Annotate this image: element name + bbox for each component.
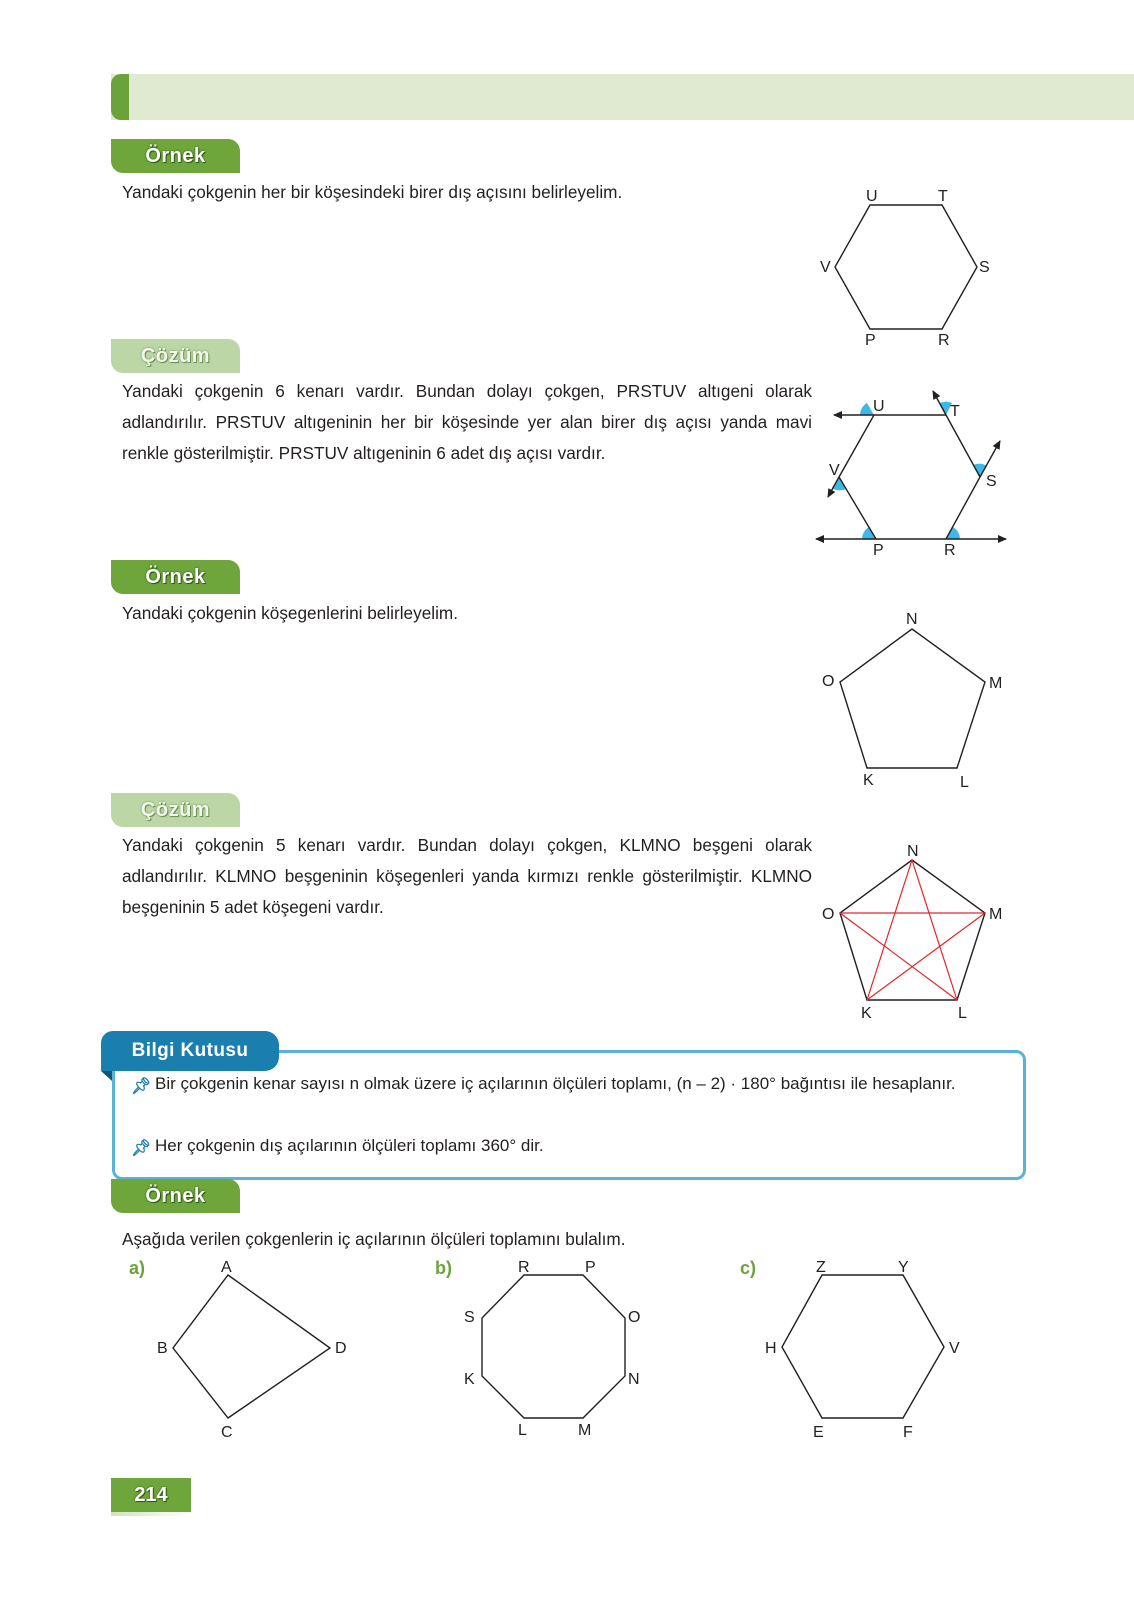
vertex-label-u: U	[866, 188, 878, 205]
header-bar	[111, 74, 1134, 120]
vertex-label-m: M	[989, 906, 1003, 923]
vertex-label-d: D	[335, 1340, 347, 1357]
info-item: Bir çokgenin kenar sayısı n olmak üzere iç açılarının ölçüleri toplamı, (n – 2) · 180° bağıntısı ile hesaplanır.	[155, 1074, 956, 1093]
pentagon-figure	[815, 605, 1015, 795]
solution-tag: Çözüm	[111, 793, 240, 827]
example-tag: Örnek	[111, 139, 240, 173]
vertex-label-p: P	[585, 1259, 596, 1276]
pin-icon: 📌︎	[131, 1140, 152, 1157]
vertex-label-h: H	[765, 1340, 777, 1357]
vertex-label-v: V	[949, 1340, 960, 1357]
info-box-title: Bilgi Kutusu	[101, 1031, 279, 1071]
part-label-b: b)	[435, 1258, 452, 1278]
hexagon-exterior-angles-figure	[812, 378, 1012, 558]
vertex-label-n: N	[906, 611, 918, 628]
vertex-label-s: S	[464, 1309, 475, 1326]
example-text: Yandaki çokgenin köşegenlerini belirleyelim.	[122, 603, 458, 623]
vertex-label-f: F	[903, 1424, 913, 1441]
solution-text: Yandaki çokgenin 5 kenarı vardır. Bundan dolayı çokgen, KLMNO beşgeni olarak adlandırılır. KLMNO beşgeninin köşegenleri yanda kırmızı renkle gösterilmiştir. KLMNO beşgeninin 5 adet köşegeni vardır.	[122, 835, 812, 917]
vertex-label-r: R	[938, 332, 950, 349]
vertex-label-m: M	[578, 1422, 592, 1439]
vertex-label-n: N	[907, 843, 919, 860]
pin-icon: 📌︎	[131, 1078, 152, 1095]
vertex-label-a: A	[221, 1259, 232, 1276]
vertex-label-o: O	[628, 1309, 641, 1326]
solution-text: Yandaki çokgenin 6 kenarı vardır. Bundan dolayı çokgen, PRSTUV altıgeni olarak adlandırılır. PRSTUV altıgeninin her bir köşesinde yer alan birer dış açısı yanda mavi renkle gösterilmiştir. PRSTUV altıgeninin 6 adet dış açısı vardır.	[122, 381, 812, 463]
vertex-label-n: N	[628, 1371, 640, 1388]
vertex-label-o: O	[822, 673, 835, 690]
example-text: Yandaki çokgenin her bir köşesindeki birer dış açısını belirleyelim.	[122, 182, 623, 202]
vertex-label-p: P	[873, 542, 884, 559]
vertex-label-v: V	[820, 259, 831, 276]
vertex-label-s: S	[979, 259, 990, 276]
vertex-label-l: L	[958, 1005, 967, 1022]
quadrilateral-figure	[150, 1255, 360, 1450]
vertex-label-v: V	[829, 462, 840, 479]
example-tag: Örnek	[111, 560, 240, 594]
vertex-label-l: L	[518, 1422, 527, 1439]
vertex-label-k: K	[863, 772, 874, 789]
part-label-c: c)	[740, 1258, 757, 1278]
vertex-label-o: O	[822, 906, 835, 923]
octagon-figure	[455, 1255, 655, 1450]
vertex-label-k: K	[464, 1371, 475, 1388]
hexagon-figure	[760, 1255, 970, 1450]
header-accent	[111, 74, 129, 120]
vertex-label-p: P	[865, 332, 876, 349]
vertex-label-r: R	[518, 1259, 530, 1276]
vertex-label-l: L	[960, 774, 969, 791]
example-tag: Örnek	[111, 1179, 240, 1213]
example-text: Aşağıda verilen çokgenlerin iç açılarının ölçüleri toplamını bulalım.	[122, 1229, 626, 1249]
vertex-label-t: T	[938, 188, 948, 205]
vertex-label-m: M	[989, 675, 1003, 692]
hexagon-figure	[820, 185, 1000, 355]
vertex-label-r: R	[944, 542, 956, 559]
vertex-label-k: K	[861, 1005, 872, 1022]
vertex-label-t: T	[950, 403, 960, 420]
info-tab-fold	[101, 1071, 112, 1081]
solution-tag: Çözüm	[111, 339, 240, 373]
vertex-label-c: C	[221, 1424, 233, 1441]
vertex-label-b: B	[157, 1340, 168, 1357]
vertex-label-y: Y	[898, 1259, 909, 1276]
vertex-label-z: Z	[816, 1259, 826, 1276]
pentagon-diagonals-figure	[815, 838, 1015, 1028]
vertex-label-u: U	[873, 398, 885, 415]
page-number: 214	[111, 1478, 191, 1512]
info-item: Her çokgenin dış açılarının ölçüleri toplamı 360° dir.	[155, 1136, 544, 1155]
part-label-a: a)	[129, 1258, 146, 1278]
exterior-angle-wedges	[832, 402, 987, 539]
vertex-label-s: S	[986, 473, 997, 490]
vertex-label-e: E	[813, 1424, 824, 1441]
